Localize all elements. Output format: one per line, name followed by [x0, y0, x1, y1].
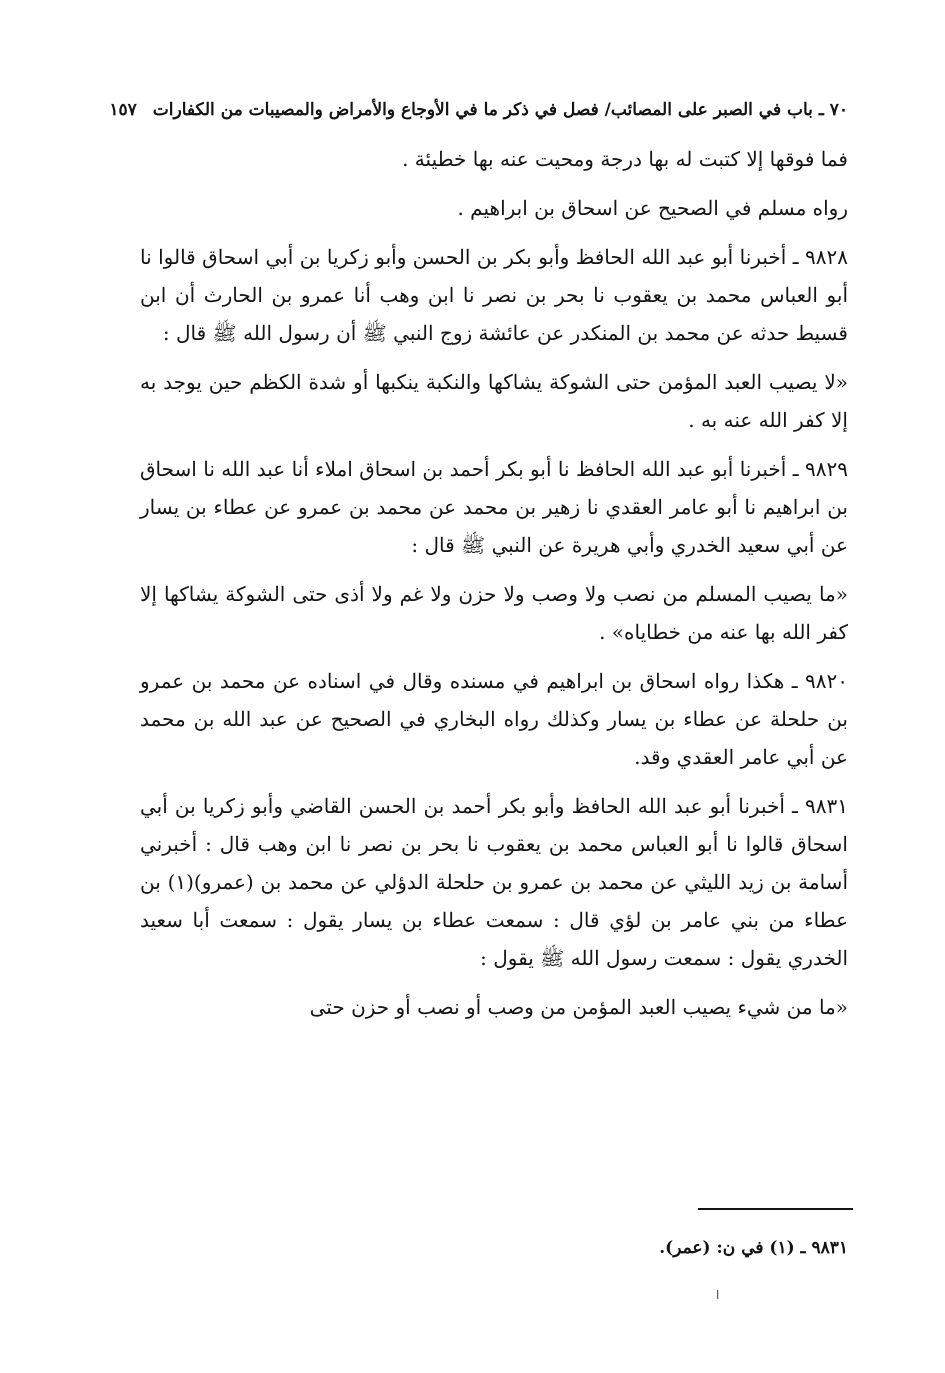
footnote: ٩٨٣١ ـ (١) في ن: (عمر). — [659, 1238, 848, 1258]
paragraph: ٩٨٢٩ ـ أخبرنا أبو عبد الله الحافظ نا أبو بكر أحمد بن اسحاق املاء أنا عبد الله نا اسحاق بن ابراهيم نا أبو عامر العقدي نا زهير بن محمد عن محمد بن عمرو عن عطاء بن يسار عن أبي سعيد الخدري وأبي هريرة عن النبي ﷺ قال : — [140, 457, 848, 557]
running-header — [109, 100, 848, 120]
paragraph: «ما يصيب المسلم من نصب ولا وصب ولا حزن ولا غم ولا أذى حتى الشوكة يشاكها إلا كفر الله بها عنه من خطاياه» . — [140, 582, 848, 644]
header-title: ٧٠ ـ باب في الصبر على المصائب/ فصل في ذكر ما في الأوجاع والأمراض والمصيبات من الكفارات — [152, 100, 848, 120]
paragraph: «لا يصيب العبد المؤمن حتى الشوكة يشاكها والنكبة ينكبها أو شدة الكظم حين يوجد به إلا كفر الله عنه به . — [140, 370, 848, 432]
body-text — [140, 140, 848, 1026]
page-number: ١٥٧ — [109, 100, 137, 120]
paragraph: رواه مسلم في الصحيح عن اسحاق بن ابراهيم . — [457, 196, 848, 220]
paragraph: «ما من شيء يصيب العبد المؤمن من وصب أو نصب أو حزن حتى — [309, 995, 848, 1019]
paragraph: ٩٨٣١ ـ أخبرنا أبو عبد الله الحافظ وأبو بكر أحمد بن الحسن القاضي وأبو زكريا بن أبي اسحاق قالوا نا أبو العباس محمد بن يعقوب نا بحر بن نصر نا ابن وهب قال : أخبرني أسامة بن زيد الليثي عن محمد بن عمرو بن حلحلة الدؤلي عن محمد بن (عمرو)(١) بن عطاء من بني عامر بن لؤي قال : سمعت عطاء بن يسار يقول : سمعت أبا سعيد الخدري يقول : سمعت رسول الله ﷺ يقول : — [140, 794, 848, 970]
paragraph: ٩٨٢٠ ـ هكذا رواه اسحاق بن ابراهيم في مسنده وقال في اسناده عن محمد بن عمرو بن حلحلة عن عطاء بن يسار وكذلك رواه البخاري في الصحيح عن عبد الله بن محمد عن أبي عامر العقدي وقد. — [140, 669, 848, 769]
footnote-separator — [698, 1208, 853, 1210]
paragraph: ٩٨٢٨ ـ أخبرنا أبو عبد الله الحافظ وأبو بكر بن الحسن وأبو زكريا بن أبي اسحاق قالوا نا أبو العباس محمد بن يعقوب نا بحر بن نصر نا ابن وهب أنا عمرو بن الحارث أن ابن قسيط حدثه عن محمد بن المنكدر عن عائشة زوج النبي ﷺ أن رسول الله ﷺ قال : — [140, 245, 848, 345]
paragraph: فما فوقها إلا كتبت له بها درجة ومحيت عنه بها خطيئة . — [402, 147, 848, 171]
stray-mark: ا — [716, 1288, 720, 1302]
page-content — [109, 100, 848, 1037]
